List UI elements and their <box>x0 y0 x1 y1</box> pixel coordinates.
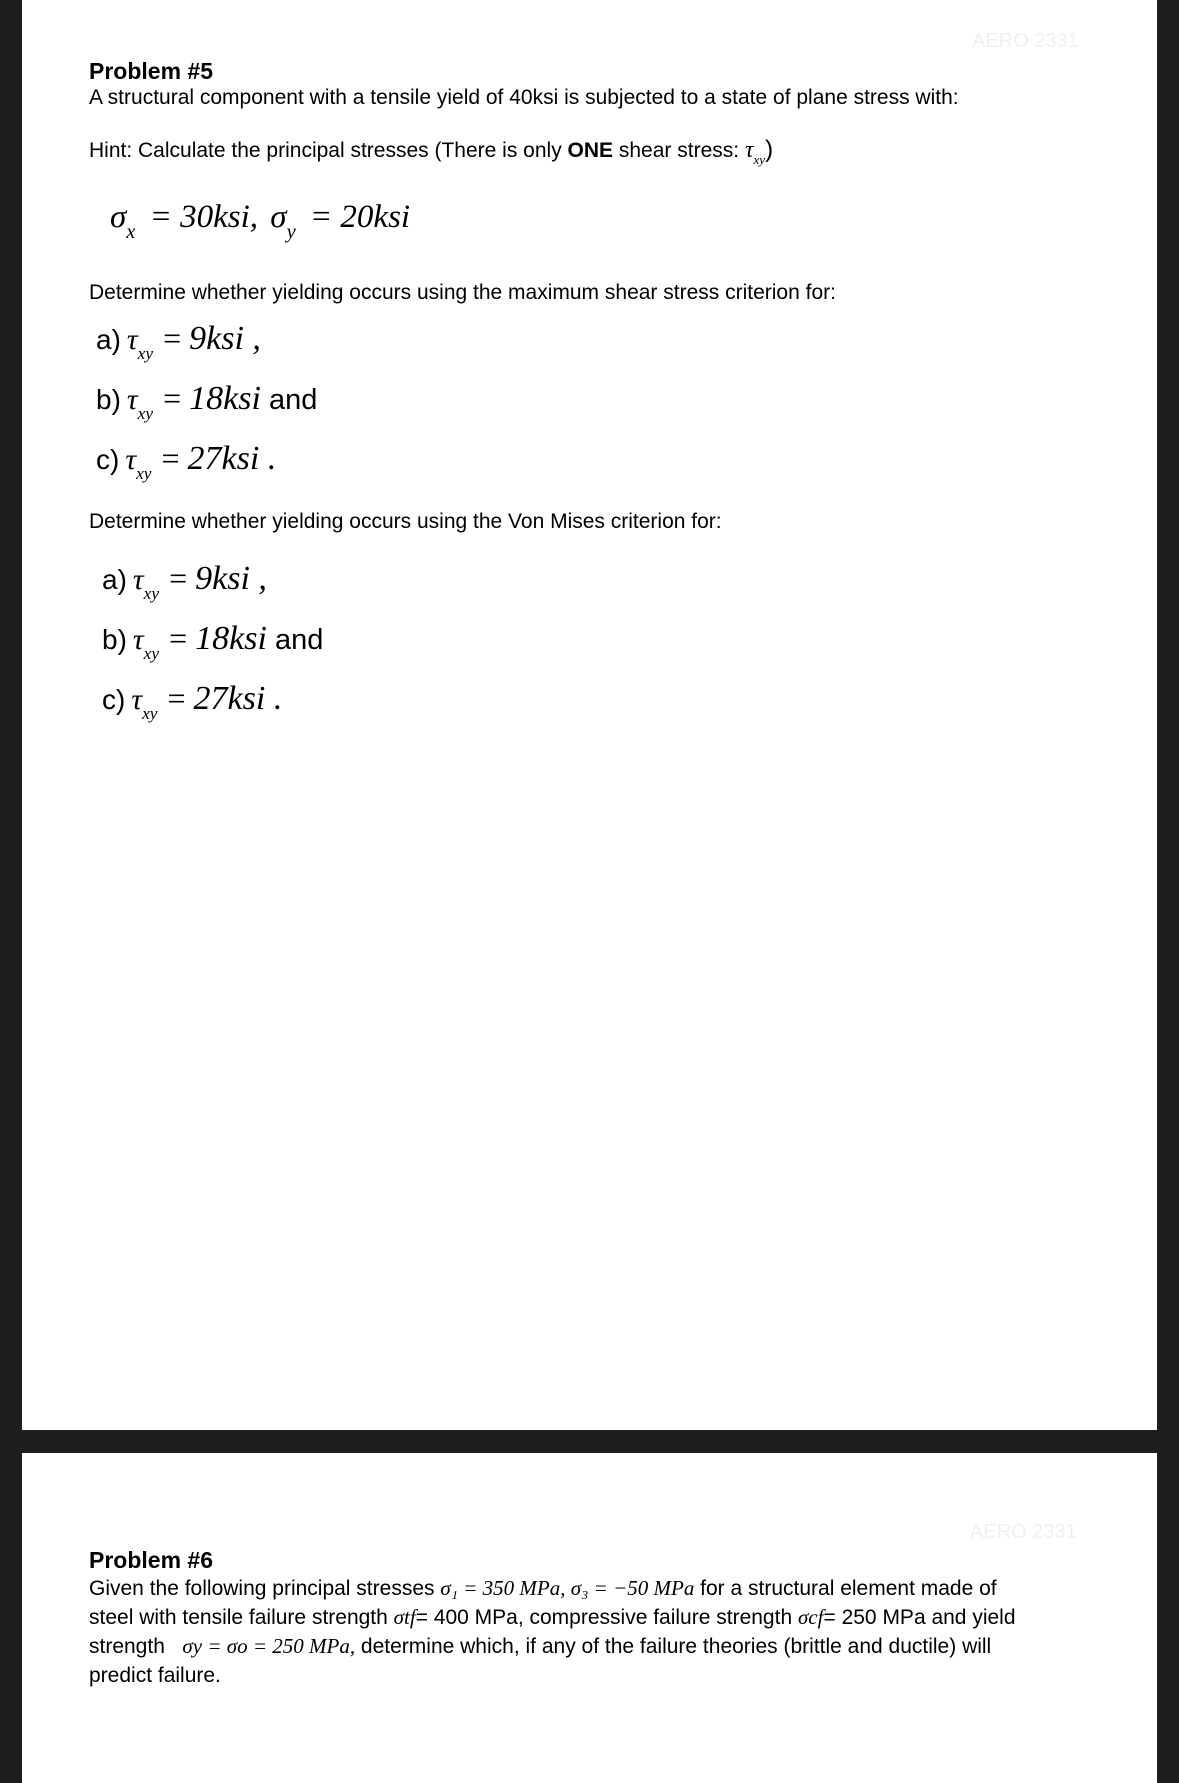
item-value: 18ksi <box>189 380 261 417</box>
problem-5-title: Problem #5 <box>89 58 213 84</box>
tau-sub: xy <box>136 463 152 483</box>
problem-6-line-2 <box>89 1603 1119 1632</box>
tensile-strength-symbol: σtf <box>393 1605 416 1629</box>
line-text: steel with tensile failure strength <box>89 1606 394 1629</box>
problem-6-line-3 <box>89 1632 1119 1661</box>
given-stresses <box>110 196 411 244</box>
watermark: AERO 2331 <box>972 30 1079 52</box>
sigma-x-value: = 30ksi, <box>149 199 259 235</box>
item-value: 27ksi . <box>193 680 283 717</box>
watermark: AERO 2331 <box>970 1521 1077 1543</box>
sigma-x-sub: x <box>126 221 136 244</box>
problem-5-hint <box>89 134 773 166</box>
problem-6-line-4: predict failure. <box>89 1664 221 1687</box>
max-shear-item-a <box>96 320 261 363</box>
document-page-2 <box>22 1453 1157 1783</box>
item-label: b) <box>102 624 127 655</box>
tau-sub: xy <box>137 403 154 423</box>
tau-symbol: τ <box>131 683 143 716</box>
equals: = <box>167 680 186 716</box>
tau-sub: xy <box>142 703 158 723</box>
max-shear-item-c <box>96 440 277 483</box>
item-value: 9ksi , <box>189 320 261 357</box>
problem-5-intro: A structural component with a tensile yield of 40ksi is subjected to a state of plane stress with: <box>89 86 959 109</box>
document-page-1 <box>22 0 1157 1430</box>
von-mises-item-b <box>102 620 324 663</box>
line-text: = 400 MPa, compressive failure strength <box>415 1606 798 1629</box>
von-mises-item-c <box>102 680 283 723</box>
line-text: = 250 MPa and yield <box>823 1606 1016 1629</box>
hint-tau-symbol: τ <box>744 137 754 163</box>
line-text: for a structural element made of <box>694 1577 997 1600</box>
sigma-x-symbol: σ <box>110 199 127 235</box>
sigma-y-sub: y <box>286 221 296 244</box>
item-trail: and <box>260 384 318 416</box>
equals: = <box>163 320 182 356</box>
item-value: 18ksi <box>195 620 267 657</box>
item-label: a) <box>102 564 127 595</box>
line-text: strength <box>89 1635 183 1658</box>
hint-tau-sub: xy <box>753 152 766 168</box>
tau-symbol: τ <box>125 443 137 476</box>
tau-symbol: τ <box>132 623 144 656</box>
tau-sub: xy <box>143 643 160 663</box>
hint-bold: ONE <box>567 139 614 162</box>
sigma-y-symbol: σ <box>270 199 287 235</box>
problem-6-line-1 <box>89 1574 1119 1603</box>
item-label: c) <box>102 684 126 715</box>
max-shear-prompt: Determine whether yielding occurs using the maximum shear stress criterion for: <box>89 281 836 304</box>
tau-symbol: τ <box>126 383 138 416</box>
equals: = <box>163 380 182 416</box>
line-text: determine which, if any of the failure theories (brittle and ductile) will <box>355 1635 992 1658</box>
problem-6-body <box>89 1574 1119 1690</box>
equals: = <box>161 440 180 476</box>
line-text: Given the following principal stresses <box>89 1577 441 1600</box>
item-label: a) <box>96 324 121 355</box>
tau-symbol: τ <box>132 563 144 596</box>
von-mises-prompt: Determine whether yielding occurs using the Von Mises criterion for: <box>89 510 722 533</box>
equals: = <box>169 620 188 656</box>
item-label: c) <box>96 444 120 475</box>
item-trail: and <box>266 624 324 656</box>
yield-strength-math: σy = σo = 250 MPa, <box>182 1634 356 1658</box>
hint-close: ) <box>765 136 774 163</box>
sigma-y-value: = 20ksi <box>309 199 411 235</box>
item-value: 27ksi . <box>187 440 277 477</box>
problem-6-title: Problem #6 <box>89 1547 213 1573</box>
tau-sub: xy <box>143 583 160 603</box>
equals: = <box>169 560 188 596</box>
tau-sub: xy <box>137 343 154 363</box>
item-value: 9ksi , <box>195 560 267 597</box>
von-mises-item-a <box>102 560 267 603</box>
max-shear-item-b <box>96 380 318 423</box>
principal-stresses-math: σ₁ = 350 MPa, σ₃ = −50 MPa <box>440 1576 695 1600</box>
compressive-strength-symbol: σcf <box>797 1605 824 1629</box>
tau-symbol: τ <box>126 323 138 356</box>
hint-suffix: shear stress: <box>613 139 745 162</box>
item-label: b) <box>96 384 121 415</box>
hint-prefix: Hint: Calculate the principal stresses (There is only <box>89 139 568 162</box>
